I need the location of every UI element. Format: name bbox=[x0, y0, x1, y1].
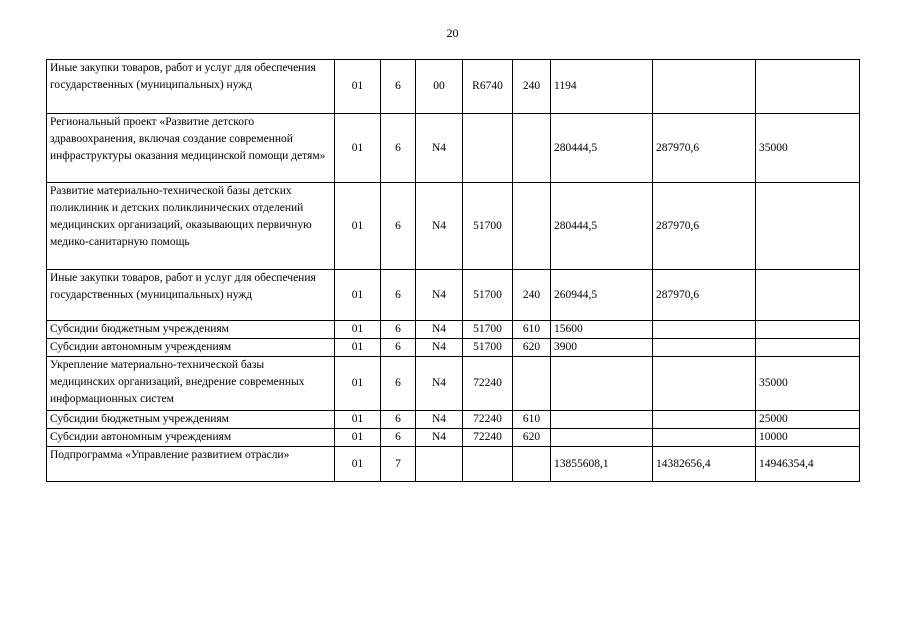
expense-code-cell: 51700 bbox=[463, 183, 513, 270]
expense-code-cell: R6740 bbox=[463, 60, 513, 114]
table-row bbox=[47, 60, 860, 114]
row-name-cell: Субсидии бюджетным учреждениям bbox=[47, 321, 335, 339]
expense-type-cell bbox=[513, 447, 551, 482]
table-row bbox=[47, 114, 860, 183]
amount-year2-cell: 287970,6 bbox=[653, 114, 756, 183]
budget-table-body bbox=[47, 60, 860, 482]
table-row bbox=[47, 447, 860, 482]
row-name-cell: Субсидии автономным учреждениям bbox=[47, 429, 335, 447]
amount-year3-cell bbox=[756, 60, 860, 114]
direction-code-cell: N4 bbox=[416, 411, 463, 429]
table-row bbox=[47, 339, 860, 357]
expense-type-cell: 240 bbox=[513, 60, 551, 114]
subprogram-code-cell: 6 bbox=[381, 429, 416, 447]
program-code-cell: 01 bbox=[335, 357, 381, 411]
row-name-cell: Укрепление материально-технической базы медицинских организаций, внедрение современных информационных систем bbox=[47, 357, 335, 411]
direction-code-cell bbox=[416, 447, 463, 482]
table-row bbox=[47, 321, 860, 339]
program-code-cell: 01 bbox=[335, 114, 381, 183]
direction-code-cell: N4 bbox=[416, 183, 463, 270]
row-name-cell: Субсидии бюджетным учреждениям bbox=[47, 411, 335, 429]
amount-year3-cell bbox=[756, 321, 860, 339]
amount-year3-cell: 35000 bbox=[756, 357, 860, 411]
expense-type-cell bbox=[513, 114, 551, 183]
direction-code-cell: N4 bbox=[416, 357, 463, 411]
subprogram-code-cell: 7 bbox=[381, 447, 416, 482]
expense-code-cell: 72240 bbox=[463, 411, 513, 429]
amount-year1-cell bbox=[551, 357, 653, 411]
amount-year2-cell bbox=[653, 321, 756, 339]
subprogram-code-cell: 6 bbox=[381, 411, 416, 429]
row-name-cell: Иные закупки товаров, работ и услуг для обеспечения государственных (муниципальных) нужд bbox=[47, 60, 335, 114]
expense-code-cell: 72240 bbox=[463, 429, 513, 447]
direction-code-cell: N4 bbox=[416, 321, 463, 339]
expense-type-cell bbox=[513, 183, 551, 270]
amount-year1-cell: 15600 bbox=[551, 321, 653, 339]
subprogram-code-cell: 6 bbox=[381, 270, 416, 321]
direction-code-cell: N4 bbox=[416, 270, 463, 321]
row-name-cell: Развитие материально-технической базы детских поликлиник и детских поликлинических отделений медицинских организаций, оказывающих первичную медико-санитарную помощь bbox=[47, 183, 335, 270]
amount-year3-cell bbox=[756, 339, 860, 357]
amount-year1-cell: 3900 bbox=[551, 339, 653, 357]
amount-year1-cell: 280444,5 bbox=[551, 114, 653, 183]
row-name-cell: Иные закупки товаров, работ и услуг для обеспечения государственных (муниципальных) нужд bbox=[47, 270, 335, 321]
amount-year3-cell bbox=[756, 183, 860, 270]
expense-type-cell: 620 bbox=[513, 429, 551, 447]
table-row bbox=[47, 183, 860, 270]
program-code-cell: 01 bbox=[335, 183, 381, 270]
expense-code-cell bbox=[463, 447, 513, 482]
subprogram-code-cell: 6 bbox=[381, 357, 416, 411]
direction-code-cell: N4 bbox=[416, 114, 463, 183]
amount-year2-cell bbox=[653, 357, 756, 411]
amount-year1-cell bbox=[551, 411, 653, 429]
amount-year3-cell: 25000 bbox=[756, 411, 860, 429]
program-code-cell: 01 bbox=[335, 447, 381, 482]
program-code-cell: 01 bbox=[335, 339, 381, 357]
expense-code-cell: 51700 bbox=[463, 270, 513, 321]
direction-code-cell: N4 bbox=[416, 429, 463, 447]
table-row bbox=[47, 357, 860, 411]
page-number: 20 bbox=[446, 26, 459, 40]
subprogram-code-cell: 6 bbox=[381, 321, 416, 339]
row-name-cell: Региональный проект «Развитие детского здравоохранения, включая создание современной инфраструктуры оказания медицинской помощи детям» bbox=[47, 114, 335, 183]
amount-year1-cell bbox=[551, 429, 653, 447]
expense-code-cell: 72240 bbox=[463, 357, 513, 411]
subprogram-code-cell: 6 bbox=[381, 339, 416, 357]
expense-type-cell: 240 bbox=[513, 270, 551, 321]
program-code-cell: 01 bbox=[335, 60, 381, 114]
expense-type-cell: 610 bbox=[513, 411, 551, 429]
program-code-cell: 01 bbox=[335, 321, 381, 339]
amount-year3-cell: 14946354,4 bbox=[756, 447, 860, 482]
table-row bbox=[47, 270, 860, 321]
amount-year2-cell bbox=[653, 339, 756, 357]
amount-year1-cell: 280444,5 bbox=[551, 183, 653, 270]
budget-table bbox=[46, 59, 860, 482]
expense-type-cell: 610 bbox=[513, 321, 551, 339]
amount-year3-cell bbox=[756, 270, 860, 321]
amount-year2-cell: 287970,6 bbox=[653, 183, 756, 270]
amount-year3-cell: 10000 bbox=[756, 429, 860, 447]
amount-year2-cell bbox=[653, 411, 756, 429]
table-row bbox=[47, 411, 860, 429]
amount-year3-cell: 35000 bbox=[756, 114, 860, 183]
program-code-cell: 01 bbox=[335, 411, 381, 429]
subprogram-code-cell: 6 bbox=[381, 60, 416, 114]
amount-year1-cell: 1194 bbox=[551, 60, 653, 114]
direction-code-cell: 00 bbox=[416, 60, 463, 114]
amount-year2-cell bbox=[653, 60, 756, 114]
subprogram-code-cell: 6 bbox=[381, 114, 416, 183]
program-code-cell: 01 bbox=[335, 270, 381, 321]
row-name-cell: Субсидии автономным учреждениям bbox=[47, 339, 335, 357]
expense-type-cell: 620 bbox=[513, 339, 551, 357]
amount-year2-cell: 14382656,4 bbox=[653, 447, 756, 482]
expense-code-cell: 51700 bbox=[463, 321, 513, 339]
program-code-cell: 01 bbox=[335, 429, 381, 447]
amount-year2-cell bbox=[653, 429, 756, 447]
expense-code-cell bbox=[463, 114, 513, 183]
amount-year1-cell: 13855608,1 bbox=[551, 447, 653, 482]
table-row bbox=[47, 429, 860, 447]
direction-code-cell: N4 bbox=[416, 339, 463, 357]
amount-year2-cell: 287970,6 bbox=[653, 270, 756, 321]
row-name-cell: Подпрограмма «Управление развитием отрасли» bbox=[47, 447, 335, 482]
expense-code-cell: 51700 bbox=[463, 339, 513, 357]
expense-type-cell bbox=[513, 357, 551, 411]
subprogram-code-cell: 6 bbox=[381, 183, 416, 270]
amount-year1-cell: 260944,5 bbox=[551, 270, 653, 321]
